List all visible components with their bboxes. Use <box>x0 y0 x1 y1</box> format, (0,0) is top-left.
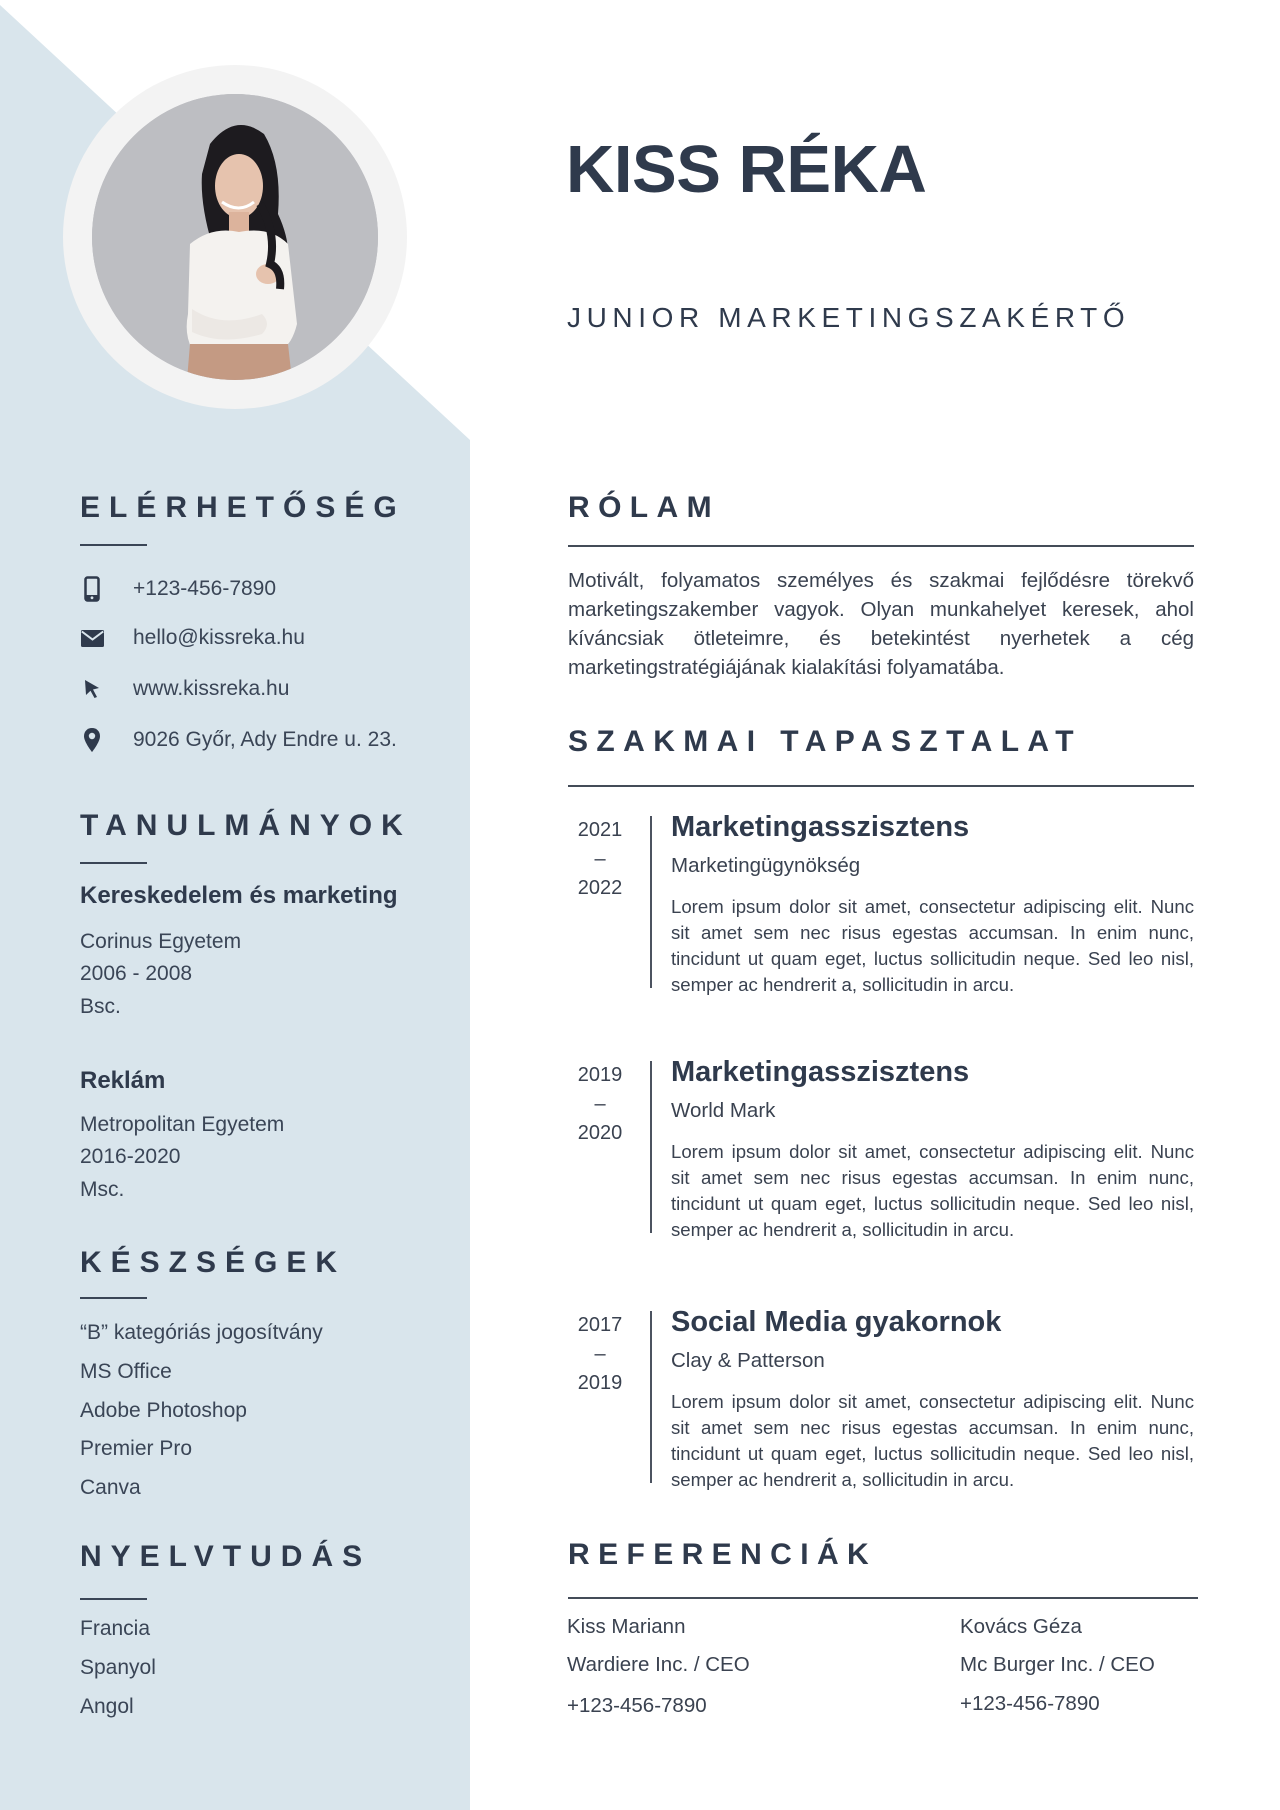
job-start-year: 2019 <box>577 1064 623 1086</box>
job-year-dash: – <box>594 1343 606 1365</box>
reference-position: Mc Burger Inc. / CEO <box>960 1653 1155 1676</box>
job-year-dash: – <box>594 1093 606 1115</box>
contact-address <box>80 726 397 754</box>
education-years: 2016-2020 <box>80 1145 181 1168</box>
job-title: Marketingasszisztens <box>671 1056 970 1088</box>
references-heading: REFERENCIÁK <box>568 1538 878 1571</box>
job-company: Clay & Patterson <box>671 1349 825 1372</box>
job-start-year: 2017 <box>577 1314 623 1336</box>
education-degree: Bsc. <box>80 995 121 1018</box>
job-end-year: 2019 <box>577 1372 623 1394</box>
job-end-year: 2020 <box>577 1122 623 1144</box>
skill-item: “B” kategóriás jogosítvány <box>80 1321 323 1344</box>
about-heading: RÓLAM <box>568 491 720 524</box>
skill-item: Canva <box>80 1476 141 1499</box>
experience-heading-rule <box>568 785 1194 787</box>
job-start-year: 2021 <box>577 819 623 841</box>
education-school: Metropolitan Egyetem <box>80 1113 285 1136</box>
job-description: Lorem ipsum dolor sit amet, consectetur adipiscing elit. Nunc sit amet sem nec risus egestas accumsan. In enim nunc, tincidunt ut quam eget, luctus sollicitudin neque. Sed leo nisl, semper ac hendrerit a, sollicitudin in arcu. <box>671 896 1194 995</box>
job-title: Marketingasszisztens <box>671 811 970 843</box>
candidate-role: JUNIOR MARKETINGSZAKÉRTŐ <box>567 302 1131 333</box>
job-title: Social Media gyakornok <box>671 1306 1002 1338</box>
reference-phone: +123-456-7890 <box>567 1694 707 1717</box>
languages-heading-rule <box>80 1598 147 1600</box>
location-pin-icon <box>80 726 104 754</box>
reference-name: Kiss Mariann <box>567 1615 686 1638</box>
contact-phone <box>80 575 277 603</box>
contact-heading: ELÉRHETŐSÉG <box>80 491 406 524</box>
contact-website <box>80 675 290 703</box>
reference-position: Wardiere Inc. / CEO <box>567 1653 750 1676</box>
timeline-divider <box>650 1061 652 1233</box>
cursor-icon <box>80 675 104 703</box>
education-title: Kereskedelem és marketing <box>80 882 398 909</box>
job-end-year: 2022 <box>577 877 623 899</box>
job-year-dash: – <box>594 848 606 870</box>
profile-photo <box>92 94 378 380</box>
references-heading-rule <box>568 1597 1198 1599</box>
contact-website-text[interactable]: www.kissreka.hu <box>133 677 290 700</box>
about-heading-rule <box>568 545 1194 547</box>
profile-photo-frame <box>63 65 407 409</box>
timeline-divider <box>650 1311 652 1483</box>
language-item: Spanyol <box>80 1656 156 1679</box>
contact-email <box>80 624 305 652</box>
skill-item: Adobe Photoshop <box>80 1399 247 1422</box>
about-text: Motivált, folyamatos személyes és szakmai fejlődésre törekvő marketingszakember vagyok. Olyan munkahelyet keresek, ahol kíváncsiak ötleteimre, és betekintést nyerhetek a cég marketingstratégiájának kialakítási folyamatába. <box>568 569 1194 679</box>
contact-email-text[interactable]: hello@kissreka.hu <box>133 626 305 649</box>
education-heading-rule <box>80 862 147 864</box>
reference-name: Kovács Géza <box>960 1615 1082 1638</box>
education-title: Reklám <box>80 1067 166 1094</box>
job-description: Lorem ipsum dolor sit amet, consectetur adipiscing elit. Nunc sit amet sem nec risus egestas accumsan. In enim nunc, tincidunt ut quam eget, luctus sollicitudin neque. Sed leo nisl, semper ac hendrerit a, sollicitudin in arcu. <box>671 1141 1194 1240</box>
phone-icon <box>80 575 104 603</box>
education-heading: TANULMÁNYOK <box>80 809 412 842</box>
skills-heading-rule <box>80 1297 147 1299</box>
language-item: Francia <box>80 1617 151 1640</box>
candidate-name: KISS RÉKA <box>566 132 927 207</box>
skill-item: Premier Pro <box>80 1437 193 1460</box>
job-company: World Mark <box>671 1099 776 1122</box>
reference-phone: +123-456-7890 <box>960 1692 1100 1715</box>
mail-icon <box>80 624 104 652</box>
job-description: Lorem ipsum dolor sit amet, consectetur adipiscing elit. Nunc sit amet sem nec risus egestas accumsan. In enim nunc, tincidunt ut quam eget, luctus sollicitudin neque. Sed leo nisl, semper ac hendrerit a, sollicitudin in arcu. <box>671 1391 1194 1490</box>
skill-item: MS Office <box>80 1360 172 1383</box>
contact-phone-text: +123-456-7890 <box>133 577 277 600</box>
timeline-divider <box>650 816 652 988</box>
languages-heading: NYELVTUDÁS <box>80 1540 372 1573</box>
language-item: Angol <box>80 1695 134 1718</box>
education-degree: Msc. <box>80 1178 125 1201</box>
job-company: Marketingügynökség <box>671 854 861 877</box>
experience-heading: SZAKMAI TAPASZTALAT <box>568 725 1082 758</box>
skills-heading: KÉSZSÉGEK <box>80 1246 347 1279</box>
contact-address-text: 9026 Győr, Ady Endre u. 23. <box>133 728 397 751</box>
education-school: Corinus Egyetem <box>80 930 242 953</box>
education-years: 2006 - 2008 <box>80 962 193 985</box>
contact-heading-rule <box>80 544 147 546</box>
